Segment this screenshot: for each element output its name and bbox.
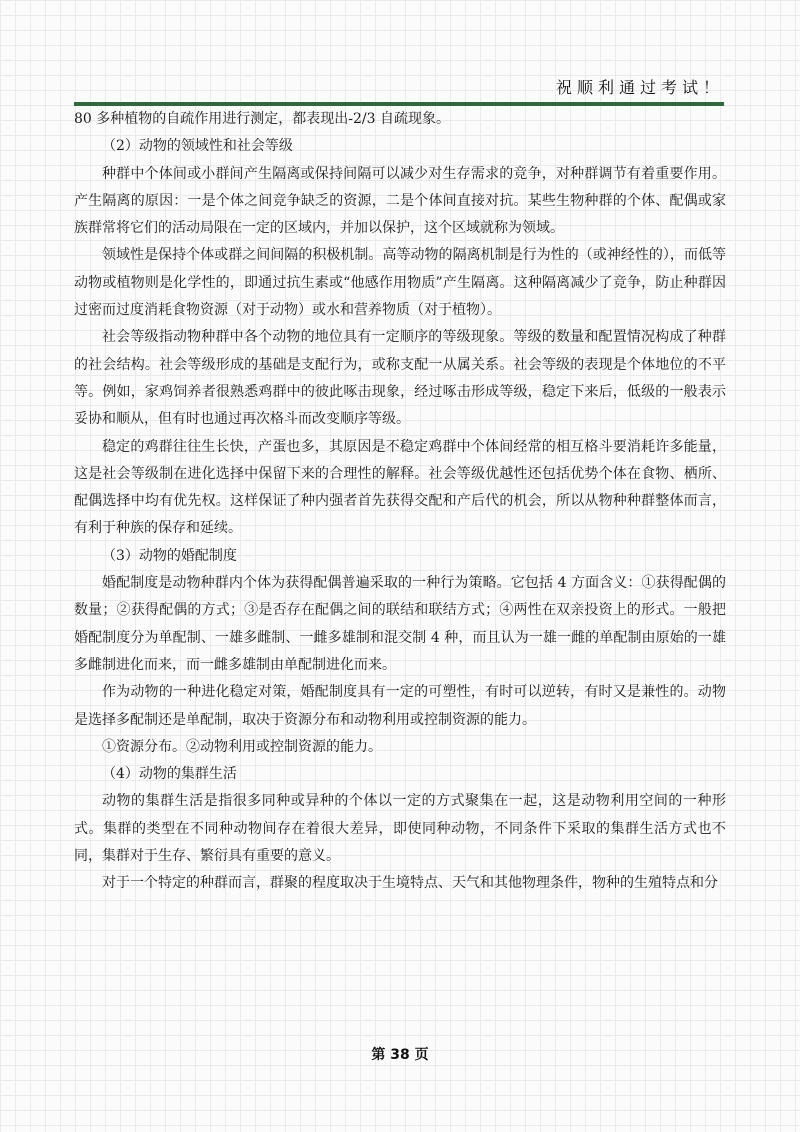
section-heading: （2）动物的领域性和社会等级: [102, 138, 293, 155]
section-heading: （4）动物的集群生活: [102, 766, 237, 783]
paragraph: 领域性是保持个体或群之间间隔的积极机制。高等动物的隔离机制是行为性的（或神经性的），而低等动物或植物则是化学性的，即通过抗生素或“他感作用物质”产生隔离。这种隔离减少了竞争，防止种群因过密而过度消耗食物资源（对于动物）或水和营养物质（对于植物）。: [74, 247, 726, 319]
paragraph: ①资源分布。②动物利用或控制资源的能力。: [102, 738, 382, 755]
paragraph: 动物的集群生活是指很多同种或异种的个体以一定的方式聚集在一起，这是动物利用空间的一种形式。集群的类型在不同种动物间存在着很大差异，即使同种动物，不同条件下采取的集群生活方式也不同，集群对于生存、繁衍具有重要的意义。: [74, 793, 726, 865]
document-body: [74, 106, 726, 898]
paragraph: 80 多种植物的自疏作用进行测定，都表现出-2/3 自疏现象。: [74, 111, 450, 127]
header-title: 祝顺利通过考试！: [555, 78, 724, 97]
paragraph: 作为动物的一种进化稳定对策，婚配制度具有一定的可塑性，有时可以逆转，有时又是兼性的。动物是选择多配制还是单配制，取决于资源分布和动物利用或控制资源的能力。: [74, 684, 726, 728]
paragraph: 稳定的鸡群往往生长快，产蛋也多，其原因是不稳定鸡群中个体间经常的相互格斗要消耗许多能量，这是社会等级制在进化选择中保留下来的合理性的解释。社会等级优越性还包括优势个体在食物、栖所、配偶选择中均有优先权。这样保证了种内强者首先获得交配和产后代的机会，所以从物种种群整体而言，有利于种族的保存和延续。: [74, 438, 726, 537]
paragraph: 婚配制度是动物种群内个体为获得配偶普遍采取的一种行为策略。它包括 4 方面含义：①获得配偶的数量；②获得配偶的方式；③是否存在配偶之间的联结和联结方式；④两性在双亲投资上的形式。一般把婚配制度分为单配制、一雄多雌制、一雌多雄制和混交制 4 种，而且认为一雄一雌的单配制由原始的一雄多雌制进化而来，而一雌多雄制由单配制进化而来。: [74, 575, 726, 673]
section-heading: （3）动物的婚配制度: [102, 547, 237, 564]
paragraph: 对于一个特定的种群而言，群聚的程度取决于生境特点、天气和其他物理条件，物种的生殖特点和分: [102, 875, 718, 892]
page-number: 第 38 页: [371, 1047, 429, 1063]
paragraph: 社会等级指动物种群中各个动物的地位具有一定顺序的等级现象。等级的数量和配置情况构成了种群的社会结构。社会等级形成的基础是支配行为，或称支配一从属关系。社会等级的表现是个体地位的不平等。例如，家鸡饲养者很熟悉鸡群中的彼此啄击现象，经过啄击形成等级，稳定下来后，低级的一般表示妥协和顺从，但有时也通过再次格斗而改变顺序等级。: [74, 329, 726, 428]
paragraph: 种群中个体间或小群间产生隔离或保持间隔可以减少对生存需求的竞争，对种群调节有着重要作用。产生隔离的原因：一是个体之间竞争缺乏的资源，二是个体间直接对抗。某些生物种群的个体、配偶或家族群常将它们的活动局限在一定的区域内，并加以保护，这个区域就称为领域。: [74, 165, 726, 237]
